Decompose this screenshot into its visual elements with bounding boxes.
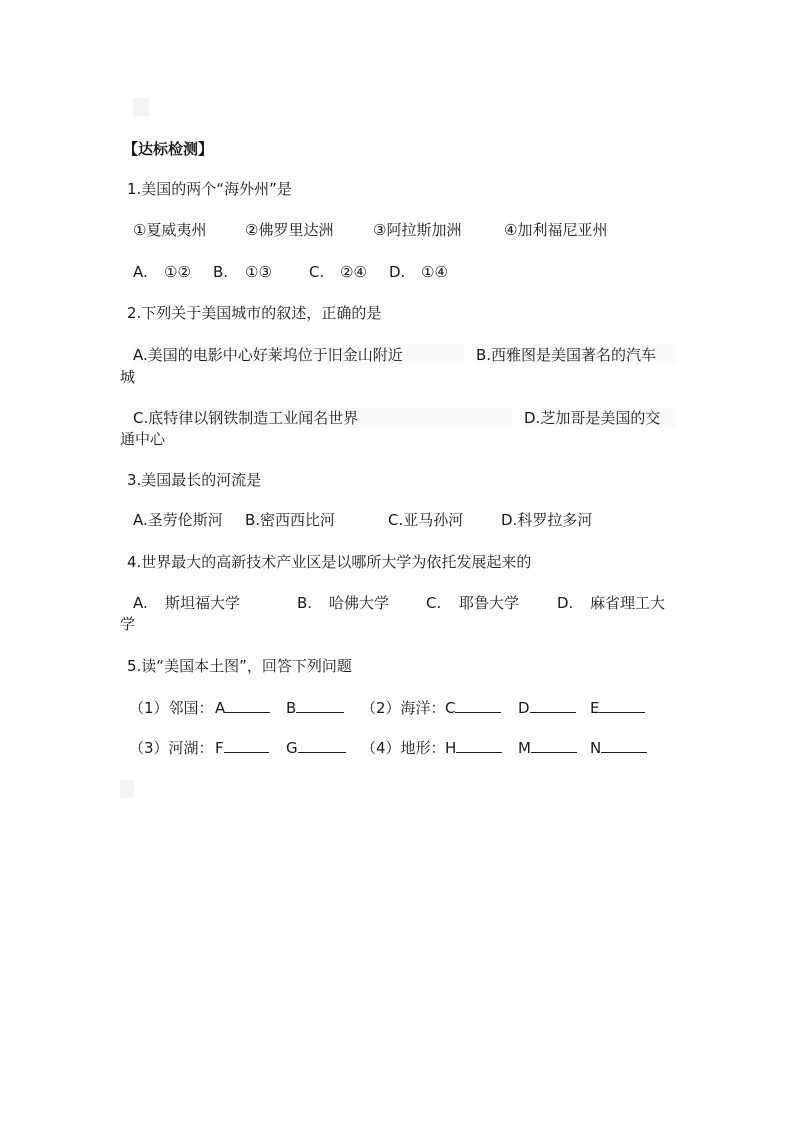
q1-option-a-letter: A. [133, 263, 148, 281]
q3-stem: 3.美国最长的河流是 [127, 471, 262, 489]
q1-option-d-letter: D. [389, 263, 406, 281]
q3-option-d: D.科罗拉多河 [501, 511, 593, 529]
answer-line[interactable] [296, 698, 344, 713]
q5-blank-n[interactable]: N [590, 738, 647, 758]
q1-item-1: ①夏威夷州 [133, 221, 207, 239]
q4-option-a-letter: A. [133, 594, 148, 612]
answer-line[interactable] [599, 698, 645, 713]
q5-blank-e[interactable]: E [590, 698, 645, 718]
q5-oceans-label: （2）海洋： [361, 699, 446, 717]
q2-option-d: D.芝加哥是美国的交 [524, 408, 676, 428]
q1-option-a-text: ①② [164, 263, 191, 281]
q1-option-d-text: ①④ [421, 263, 448, 281]
q5-blank-f[interactable]: F [215, 738, 269, 758]
q4-option-b-text: 哈佛大学 [329, 594, 390, 612]
q5-blank-m[interactable]: M [518, 738, 577, 758]
q3-option-b: B.密西西比河 [245, 511, 336, 529]
q4-option-c-text: 耶鲁大学 [459, 594, 520, 612]
answer-line[interactable] [531, 738, 577, 753]
q5-rivers-label: （3）河湖： [129, 739, 214, 757]
q4-option-b-letter: B. [297, 594, 313, 612]
q1-item-3: ③阿拉斯加洲 [373, 221, 462, 239]
q5-blank-c[interactable]: C [445, 698, 501, 718]
q1-option-c-letter: C. [309, 263, 325, 281]
answer-line[interactable] [455, 698, 501, 713]
q5-landforms-label: （4）地形： [361, 739, 446, 757]
q3-option-a: A.圣劳伦斯河 [133, 511, 223, 529]
q4-option-d-letter: D. [557, 594, 574, 612]
q4-stem: 4.世界最大的高新技术产业区是以哪所大学为依托发展起来的 [127, 553, 532, 571]
q5-blank-a[interactable]: A [215, 698, 270, 718]
q2-stem: 2.下列关于美国城市的叙述，正确的是 [127, 304, 382, 322]
answer-line[interactable] [456, 738, 502, 753]
decorative-mark [133, 98, 149, 116]
q5-blank-h[interactable]: H [445, 738, 502, 758]
q5-blank-g[interactable]: G [286, 738, 346, 758]
answer-line[interactable] [298, 738, 346, 753]
q3-option-c: C.亚马孙河 [388, 511, 464, 529]
section-heading: 【达标检测】 [123, 140, 214, 158]
q5-neighbors-label: （1）邻国： [129, 699, 214, 717]
answer-line[interactable] [601, 738, 647, 753]
q1-option-c-text: ②④ [340, 263, 367, 281]
q1-item-2: ②佛罗里达洲 [245, 221, 334, 239]
q4-option-d-text: 麻省理工大 [590, 594, 666, 612]
q2-option-b-wrap: 城 [120, 368, 136, 386]
q4-option-d-wrap: 学 [120, 615, 136, 633]
decorative-mark [120, 780, 134, 798]
q2-option-c: C.底特律以钢铁制造工业闻名世界 [133, 408, 513, 428]
q2-option-a: A.美国的电影中心好莱坞位于旧金山附近 [133, 345, 463, 365]
q1-item-4: ④加利福尼亚州 [504, 221, 608, 239]
answer-line[interactable] [530, 698, 576, 713]
q5-blank-b[interactable]: B [286, 698, 344, 718]
answer-line[interactable] [225, 698, 270, 713]
q4-option-a-text: 斯坦福大学 [165, 594, 241, 612]
q5-blank-d[interactable]: D [518, 698, 576, 718]
q1-option-b-text: ①③ [245, 263, 272, 281]
q1-option-b-letter: B. [213, 263, 229, 281]
q4-option-c-letter: C. [426, 594, 442, 612]
q1-stem: 1.美国的两个“海外州”是 [127, 180, 292, 198]
q2-option-b: B.西雅图是美国著名的汽车 [476, 345, 676, 365]
q5-stem: 5.读“美国本土图”，回答下列问题 [127, 657, 352, 675]
q2-option-d-wrap: 通中心 [120, 430, 166, 448]
answer-line[interactable] [224, 738, 269, 753]
